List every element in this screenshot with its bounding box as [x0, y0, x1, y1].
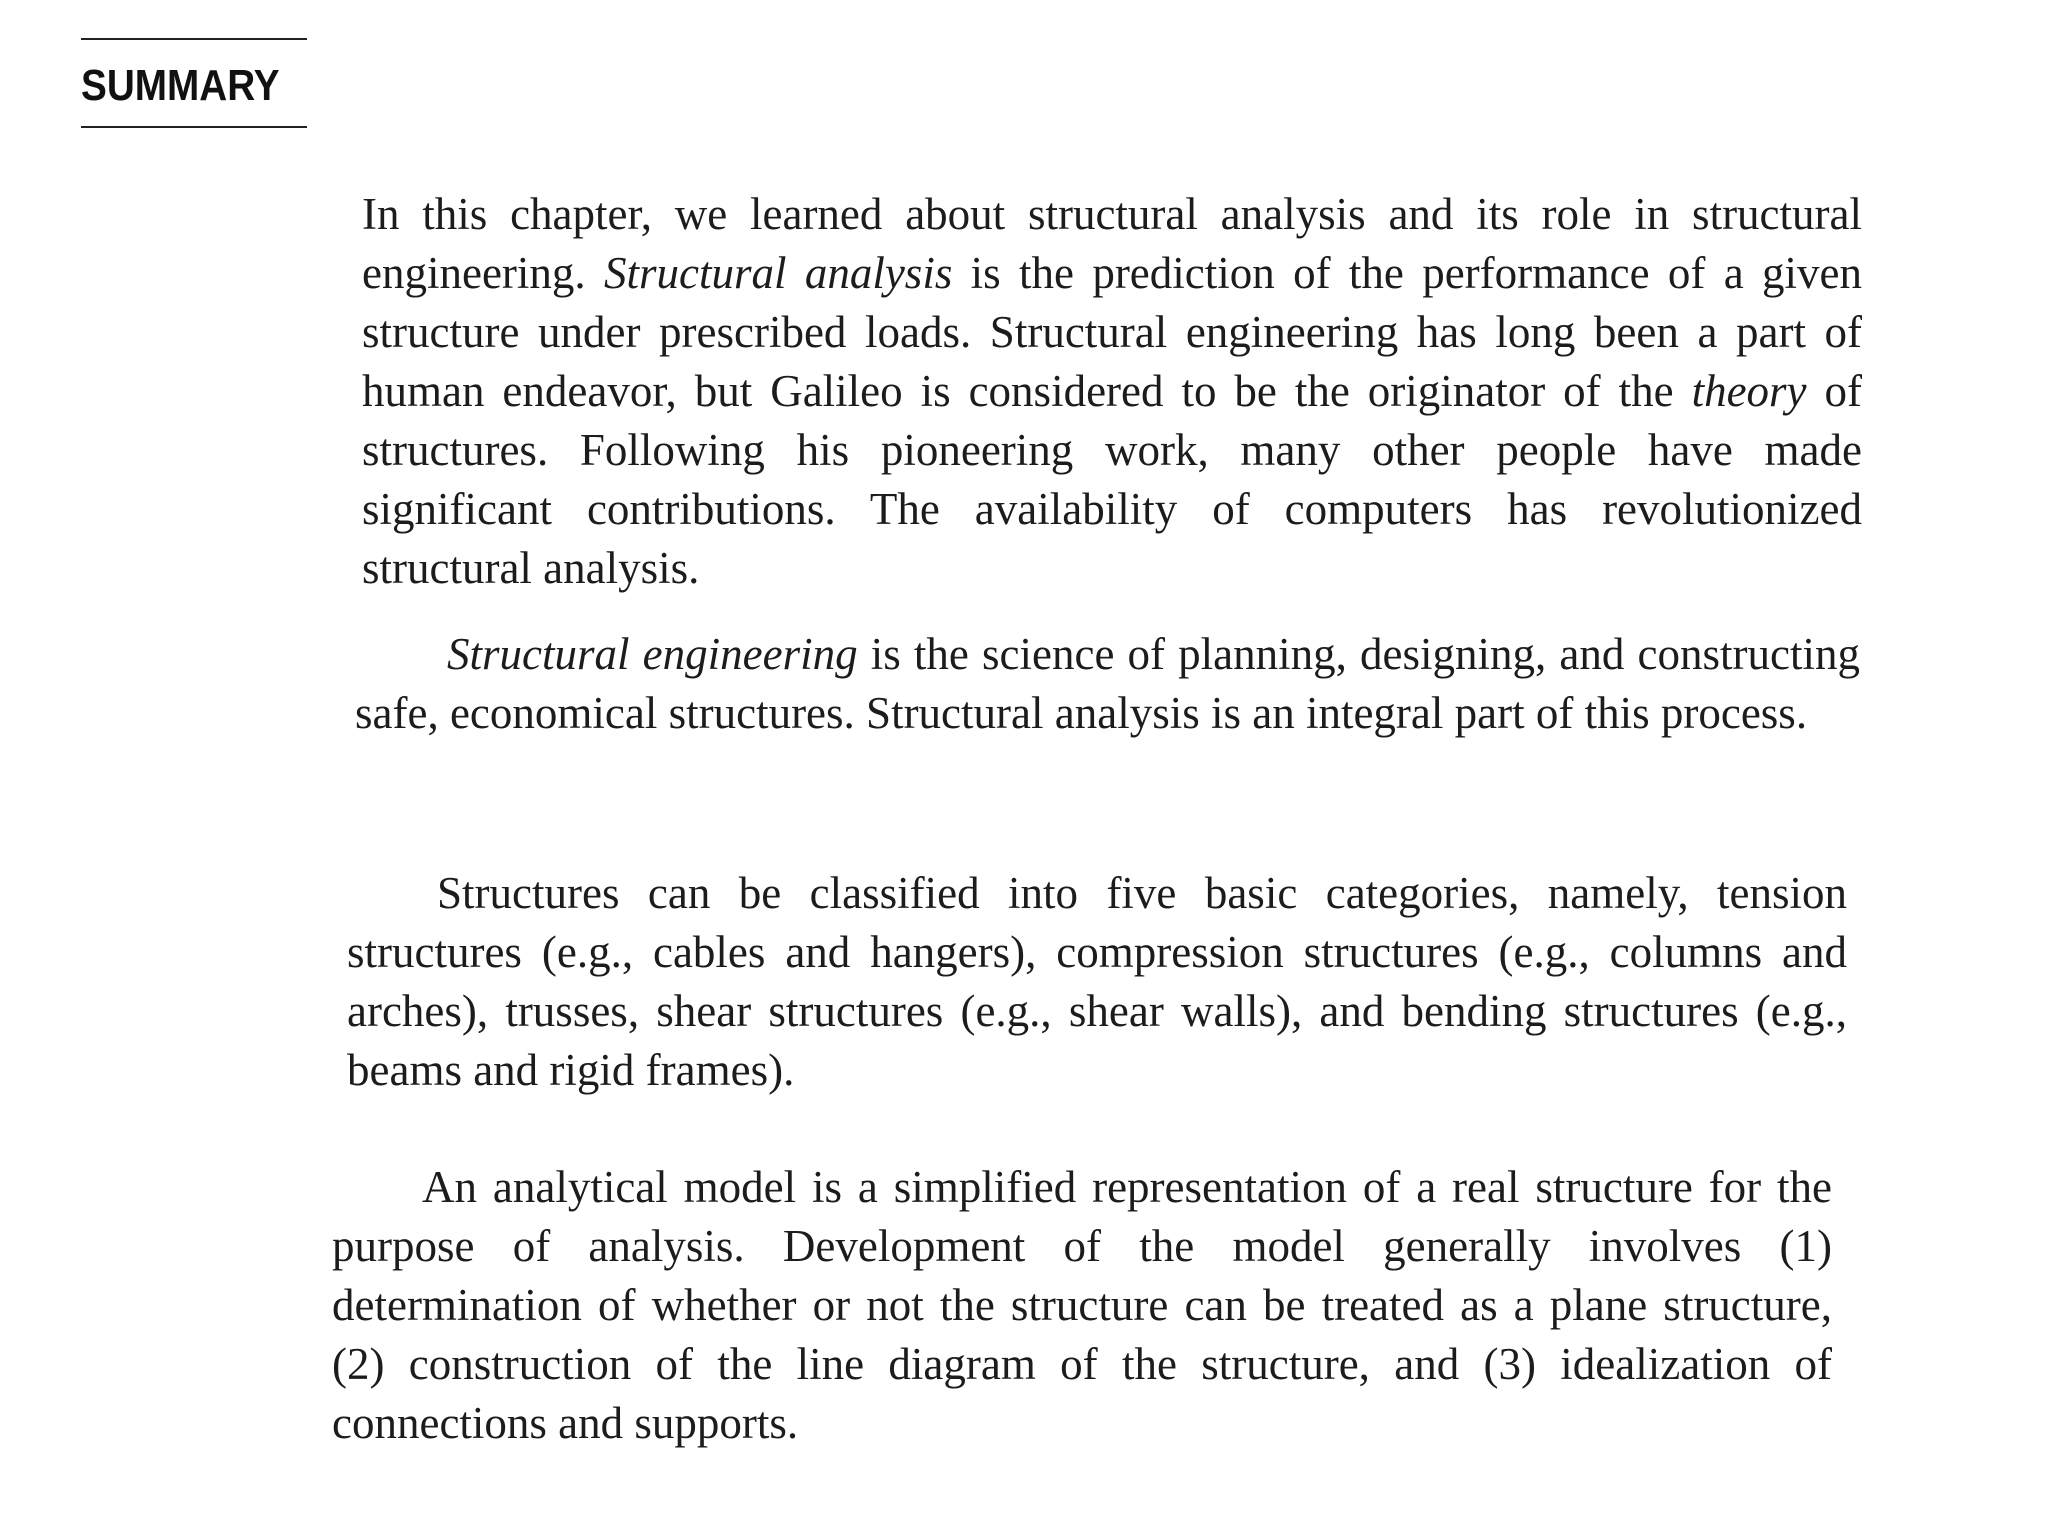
summary-paragraph-2	[355, 625, 1860, 743]
paragraph-1-term-structural-analysis: Structural analysis	[604, 248, 953, 298]
summary-paragraph-1	[362, 185, 1862, 598]
summary-heading-block	[81, 38, 307, 128]
paragraph-2-text: is the science of planning, designing, and constructing safe, economical structures. Structural analysis is an integral part of this process.	[355, 629, 1860, 738]
paragraph-1-term-theory: theory	[1691, 366, 1807, 416]
paragraph-3-text: Structures can be classified into five basic categories, namely, tension structures (e.g., cables and hangers), compression structures (e.g., columns and arches), trusses, shear structures (e.g., shear walls), and bending structures (e.g., beams and rigid frames).	[347, 868, 1847, 1095]
paragraph-1-text-c: of structures. Following his pioneering work, many other people have made significant contributions. The availability of computers has revolutionized structural analysis.	[362, 366, 1862, 593]
summary-paragraph-3	[347, 864, 1847, 1100]
section-heading: SUMMARY	[81, 61, 280, 110]
paragraph-4-text: An analytical model is a simplified representation of a real structure for the purpose of analysis. Development of the model generally involves (1) determination of whether or not the structure can be treated as a plane structure, (2) construction of the line diagram of the structure, and (3) idealization of connections and supports.	[332, 1162, 1832, 1448]
heading-bottom-rule	[81, 126, 307, 128]
paragraph-1-text-a: In this chapter, we learned about structural analysis and its role in structural engineering.	[362, 189, 1862, 298]
paragraph-1-text-b: is the prediction of the performance of a given structure under prescribed loads. Structural engineering has long been a part of human endeavor, but Galileo is considered to be the originator of the	[362, 248, 1862, 416]
summary-paragraph-4	[332, 1158, 1832, 1453]
paragraph-2-term-structural-engineering: Structural engineering	[447, 629, 858, 679]
